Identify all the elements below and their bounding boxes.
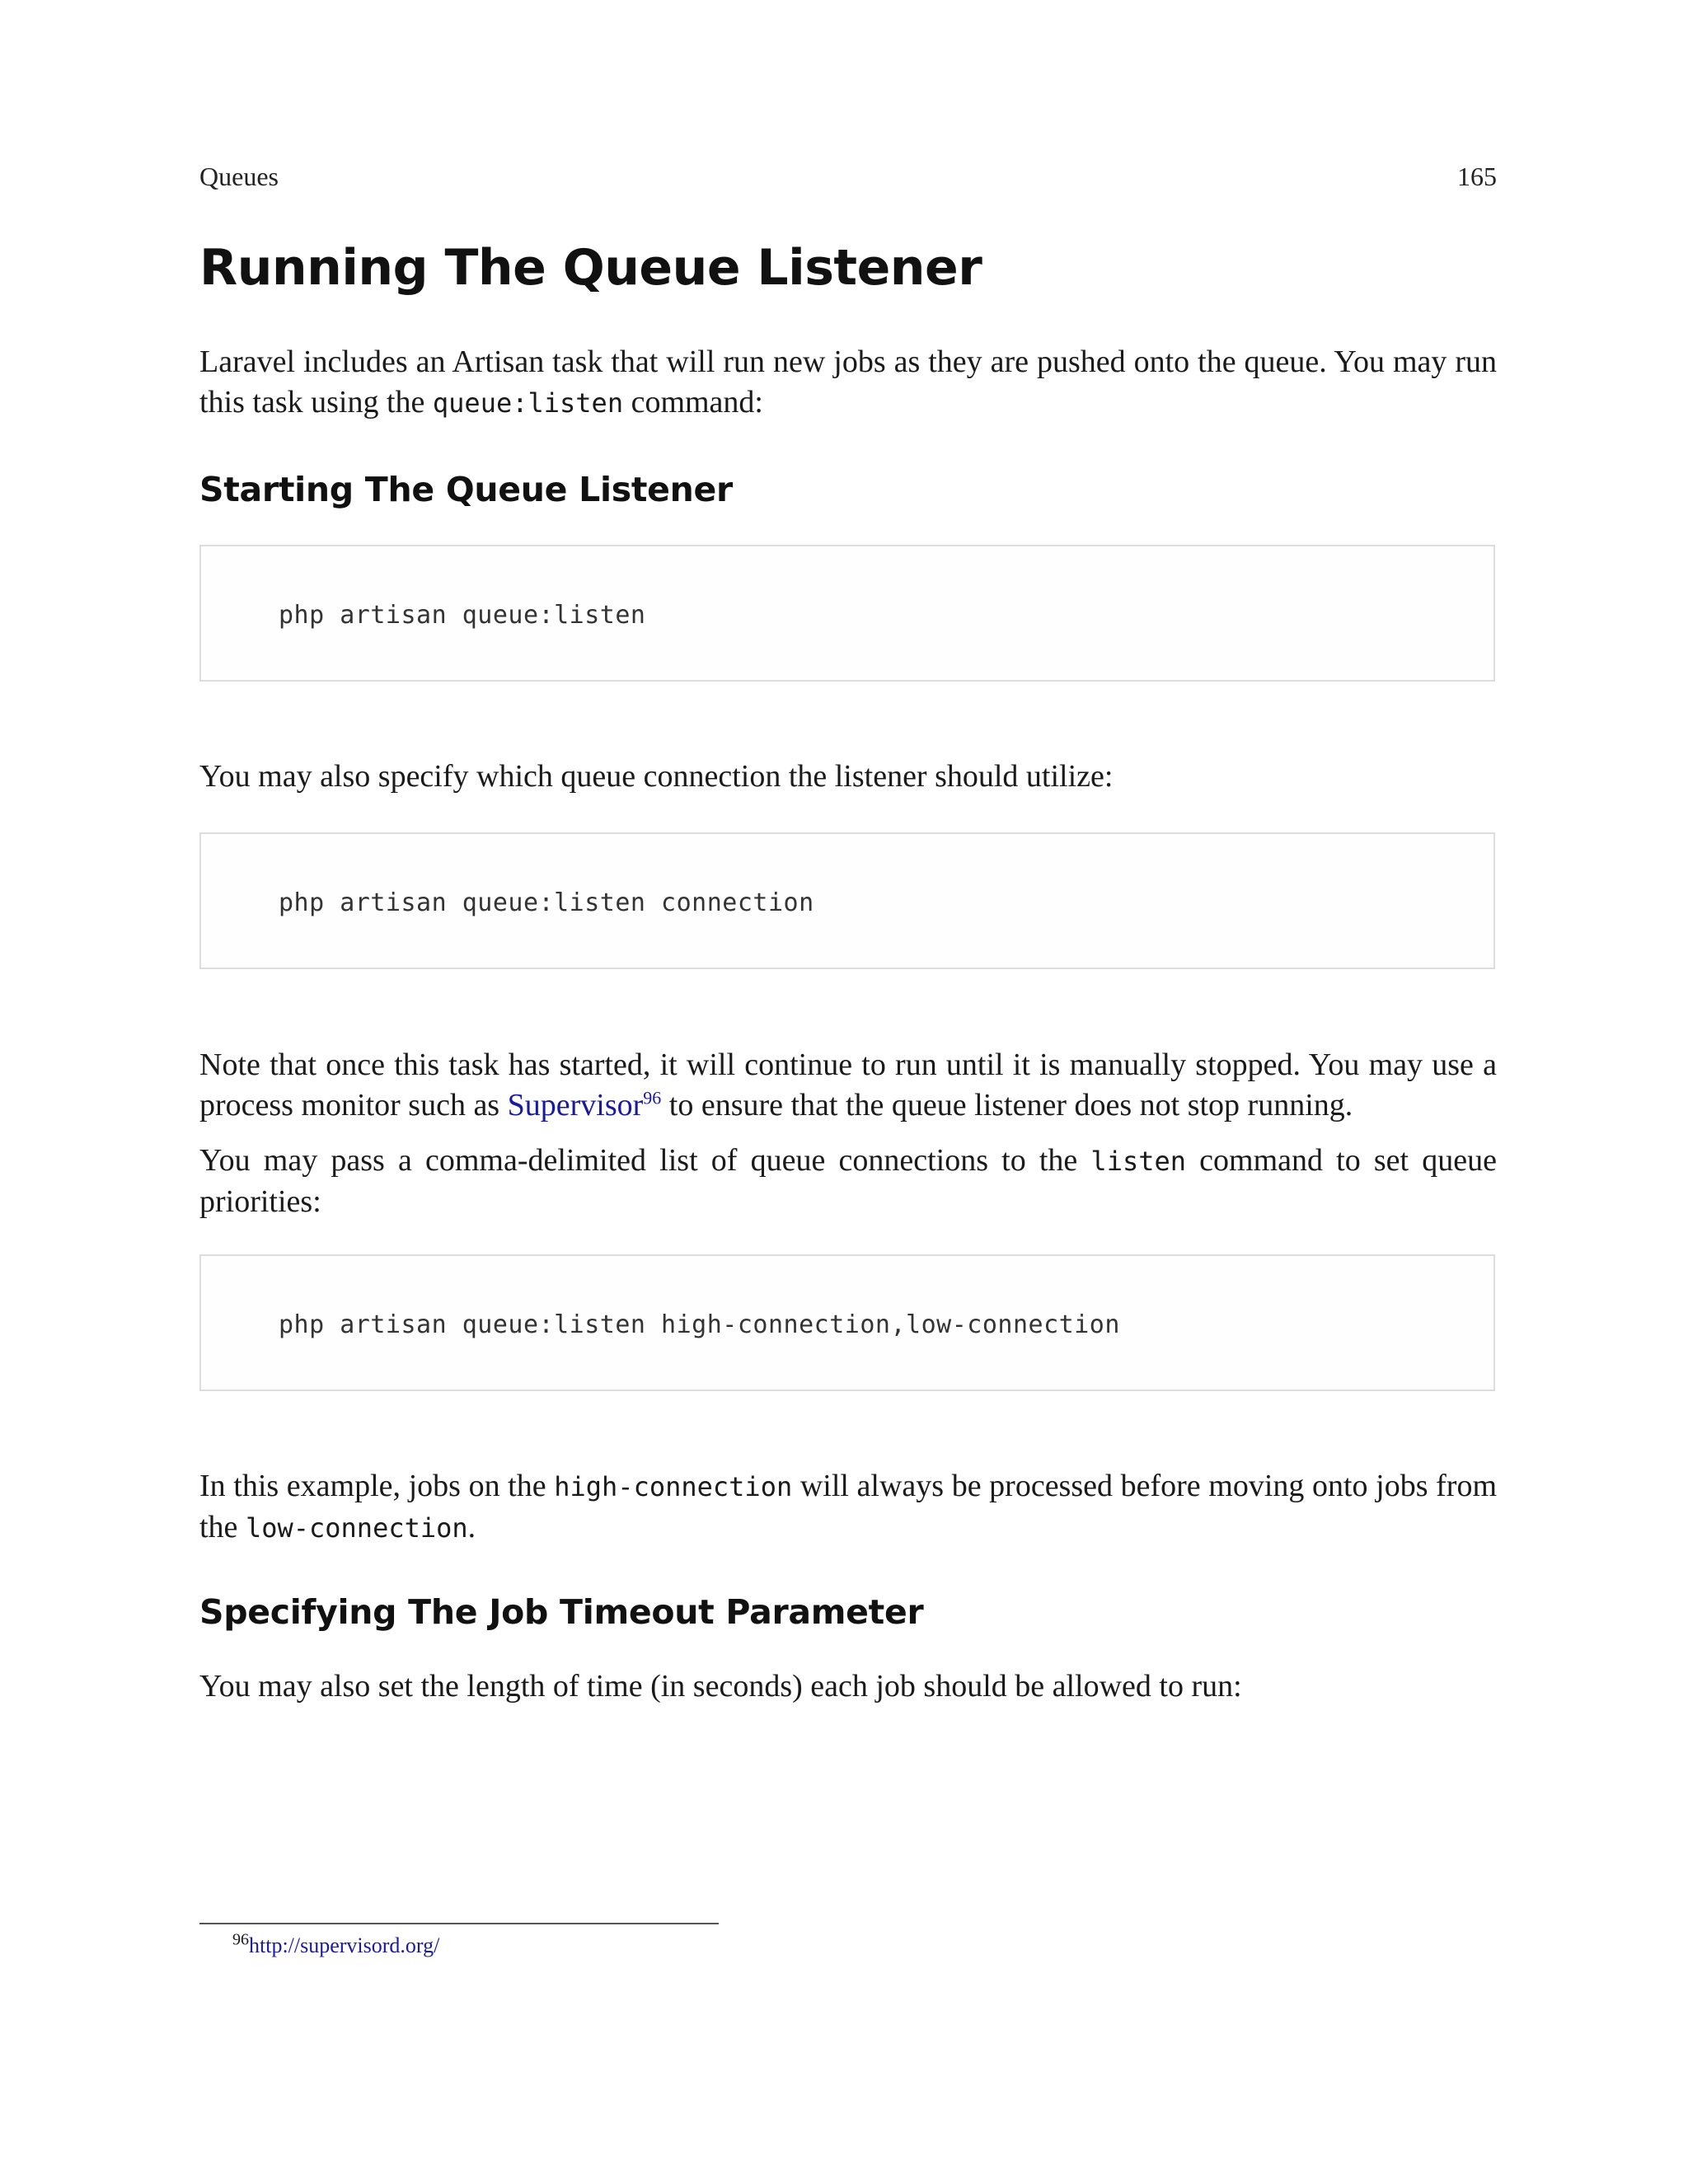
footnote-url-link[interactable]: http://supervisord.org/ (249, 1933, 440, 1957)
priorities-text-before: You may pass a comma-delimited list of queue connections to the (199, 1143, 1091, 1178)
code-listen: php artisan queue:listen (279, 601, 646, 630)
footnote-ref[interactable] (643, 1087, 661, 1108)
code-block-listen-priorities (199, 1254, 1495, 1391)
example-code-high: high-connection (554, 1471, 793, 1502)
note-paragraph (199, 1045, 1497, 1126)
priorities-inline-code: listen (1090, 1146, 1187, 1177)
intro-text-before: Laravel includes an Artisan task that will run new jobs as they are pushed onto the queue. You may run this task using the (199, 344, 1497, 419)
code-listen-connection: php artisan queue:listen connection (279, 888, 814, 917)
timeout-paragraph: You may also set the length of time (in seconds) each job should be allowed to run: (199, 1669, 1242, 1704)
code-block-listen-connection (199, 832, 1495, 969)
header-section-title: Queues (199, 162, 279, 191)
intro-inline-code: queue:listen (432, 387, 624, 419)
example-paragraph (199, 1466, 1497, 1549)
code-listen-priorities: php artisan queue:listen high-connection,low-connection (279, 1310, 1120, 1339)
note-text-after: to ensure that the queue listener does not stop running. (661, 1088, 1353, 1122)
supervisor-link[interactable]: Supervisor (507, 1088, 644, 1122)
footnote-96 (232, 1930, 440, 1958)
note-text-before: Note that once this task has started, it will continue to run until it is manually stopped. You may use a process monitor such as (199, 1047, 1497, 1122)
example-text-2: will always be processed before moving onto jobs from the (199, 1469, 1497, 1544)
footnote-ref-link[interactable]: 96 (643, 1087, 662, 1108)
connection-paragraph: You may also specify which queue connection the listener should utilize: (199, 759, 1114, 794)
intro-paragraph (199, 342, 1497, 424)
footnote-divider (199, 1923, 719, 1924)
footnote-number: 96 (232, 1930, 249, 1949)
code-block-listen (199, 545, 1495, 682)
intro-text-after: command: (623, 385, 763, 419)
example-text-3: . (467, 1510, 476, 1544)
page-title: Running The Queue Listener (199, 239, 982, 297)
header-page-number: 165 (1457, 162, 1497, 191)
example-code-low: low-connection (245, 1512, 468, 1544)
heading-starting-listener: Starting The Queue Listener (199, 470, 733, 509)
heading-job-timeout: Specifying The Job Timeout Parameter (199, 1592, 924, 1632)
example-text-1: In this example, jobs on the (199, 1469, 555, 1503)
priorities-text-after: command to set queue priorities: (199, 1143, 1497, 1219)
priorities-paragraph (199, 1141, 1497, 1222)
